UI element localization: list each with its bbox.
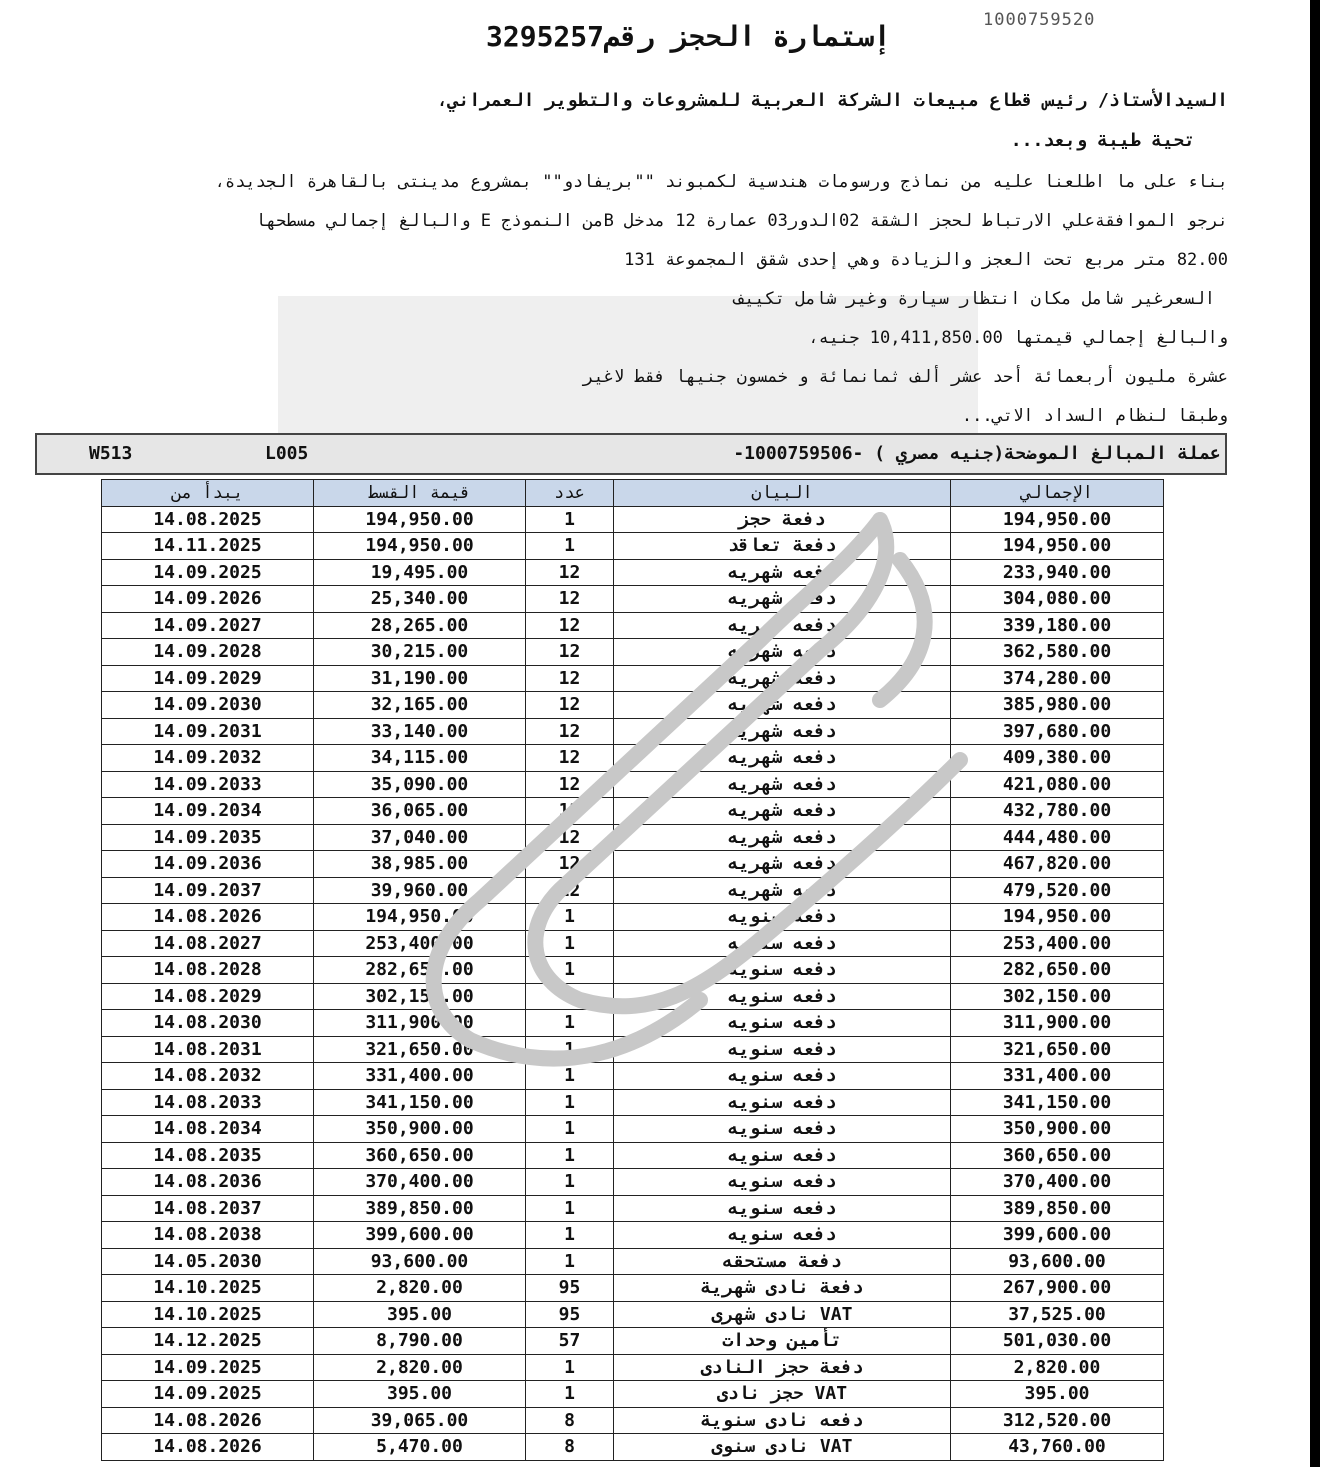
header-installment: قيمة القسط bbox=[314, 480, 526, 507]
cell-count: 12 bbox=[526, 771, 614, 798]
body-line-3: 82.00 متر مربع تحت العجز والزيادة وهي إحدى شقق المجموعة 131 bbox=[624, 250, 1228, 270]
cell-count: 1 bbox=[526, 1195, 614, 1222]
cell-total: 233,940.00 bbox=[951, 559, 1164, 586]
addressee-line: السيدالأستاذ/ رئيس قطاع مبيعات الشركة العربية للمشروعات والتطوير العمراني، bbox=[436, 90, 1228, 111]
cell-description: VAT حجز نادى bbox=[614, 1381, 951, 1408]
cell-total: 37,525.00 bbox=[951, 1301, 1164, 1328]
cell-installment: 194,950.00 bbox=[314, 904, 526, 931]
cell-total: 421,080.00 bbox=[951, 771, 1164, 798]
table-row bbox=[102, 745, 1164, 772]
cell-description: دفعه شهريه bbox=[614, 586, 951, 613]
code-w: W513 bbox=[89, 443, 133, 464]
cell-start-date: 14.08.2031 bbox=[102, 1036, 314, 1063]
cell-start-date: 14.08.2030 bbox=[102, 1010, 314, 1037]
cell-start-date: 14.09.2032 bbox=[102, 745, 314, 772]
cell-description: دفعة تعاقد bbox=[614, 533, 951, 560]
document-number: 1000759520 bbox=[983, 10, 1096, 30]
cell-total: 360,650.00 bbox=[951, 1142, 1164, 1169]
table-row bbox=[102, 559, 1164, 586]
cell-count: 12 bbox=[526, 718, 614, 745]
cell-description: دفعه سنويه bbox=[614, 1169, 951, 1196]
cell-count: 1 bbox=[526, 1381, 614, 1408]
cell-description: دفعة حجز النادى bbox=[614, 1354, 951, 1381]
cell-description: دفعه شهريه bbox=[614, 877, 951, 904]
cell-start-date: 14.08.2032 bbox=[102, 1063, 314, 1090]
cell-description: دفعه شهريه bbox=[614, 771, 951, 798]
cell-description: دفعه شهريه bbox=[614, 639, 951, 666]
table-row bbox=[102, 957, 1164, 984]
cell-total: 374,280.00 bbox=[951, 665, 1164, 692]
cell-description: دفعه شهريه bbox=[614, 559, 951, 586]
cell-start-date: 14.08.2027 bbox=[102, 930, 314, 957]
table-row bbox=[102, 612, 1164, 639]
cell-description: دفعه نادى سنوية bbox=[614, 1407, 951, 1434]
cell-installment: 28,265.00 bbox=[314, 612, 526, 639]
cell-installment: 35,090.00 bbox=[314, 771, 526, 798]
cell-start-date: 14.09.2033 bbox=[102, 771, 314, 798]
cell-start-date: 14.09.2029 bbox=[102, 665, 314, 692]
cell-description: دفعه سنويه bbox=[614, 957, 951, 984]
cell-description: دفعه سنويه bbox=[614, 1116, 951, 1143]
cell-start-date: 14.08.2038 bbox=[102, 1222, 314, 1249]
cell-total: 194,950.00 bbox=[951, 533, 1164, 560]
cell-count: 1 bbox=[526, 533, 614, 560]
cell-installment: 311,900.00 bbox=[314, 1010, 526, 1037]
cell-installment: 282,650.00 bbox=[314, 957, 526, 984]
cell-description: دفعه سنويه bbox=[614, 1036, 951, 1063]
cell-count: 12 bbox=[526, 851, 614, 878]
header-count: عدد bbox=[526, 480, 614, 507]
cell-count: 1 bbox=[526, 1089, 614, 1116]
cell-start-date: 14.10.2025 bbox=[102, 1275, 314, 1302]
body-line-5: والبالغ إجمالي قيمتها 10,411,850.00 جنيه، bbox=[808, 328, 1228, 348]
cell-installment: 194,950.00 bbox=[314, 533, 526, 560]
cell-start-date: 14.08.2029 bbox=[102, 983, 314, 1010]
cell-start-date: 14.09.2025 bbox=[102, 559, 314, 586]
cell-count: 12 bbox=[526, 745, 614, 772]
cell-start-date: 14.09.2026 bbox=[102, 586, 314, 613]
salutation-line: تحية طيبة وبعد... bbox=[1010, 130, 1195, 151]
table-row bbox=[102, 586, 1164, 613]
cell-count: 1 bbox=[526, 983, 614, 1010]
cell-start-date: 14.08.2037 bbox=[102, 1195, 314, 1222]
cell-total: 385,980.00 bbox=[951, 692, 1164, 719]
cell-start-date: 14.09.2036 bbox=[102, 851, 314, 878]
cell-total: 350,900.00 bbox=[951, 1116, 1164, 1143]
table-header-row bbox=[102, 480, 1164, 507]
cell-installment: 321,650.00 bbox=[314, 1036, 526, 1063]
cell-installment: 31,190.00 bbox=[314, 665, 526, 692]
cell-description: دفعه شهريه bbox=[614, 851, 951, 878]
cell-start-date: 14.08.2028 bbox=[102, 957, 314, 984]
cell-description: دفعه سنويه bbox=[614, 1195, 951, 1222]
cell-total: 501,030.00 bbox=[951, 1328, 1164, 1355]
cell-installment: 37,040.00 bbox=[314, 824, 526, 851]
cell-total: 194,950.00 bbox=[951, 904, 1164, 931]
cell-count: 1 bbox=[526, 1010, 614, 1037]
table-row bbox=[102, 877, 1164, 904]
cell-description: دفعة نادى شهرية bbox=[614, 1275, 951, 1302]
table-row bbox=[102, 1195, 1164, 1222]
cell-count: 95 bbox=[526, 1301, 614, 1328]
cell-total: 395.00 bbox=[951, 1381, 1164, 1408]
cell-total: 93,600.00 bbox=[951, 1248, 1164, 1275]
cell-installment: 8,790.00 bbox=[314, 1328, 526, 1355]
cell-count: 1 bbox=[526, 904, 614, 931]
cell-total: 253,400.00 bbox=[951, 930, 1164, 957]
cell-count: 1 bbox=[526, 506, 614, 533]
table-row bbox=[102, 1089, 1164, 1116]
cell-description: دفعة مستحقه bbox=[614, 1248, 951, 1275]
cell-total: 444,480.00 bbox=[951, 824, 1164, 851]
cell-installment: 33,140.00 bbox=[314, 718, 526, 745]
cell-installment: 395.00 bbox=[314, 1301, 526, 1328]
cell-installment: 194,950.00 bbox=[314, 506, 526, 533]
header-start-date: يبدأ من bbox=[102, 480, 314, 507]
cell-count: 12 bbox=[526, 877, 614, 904]
cell-start-date: 14.09.2028 bbox=[102, 639, 314, 666]
body-line-7: وطبقا لنظام السداد الاتي... bbox=[961, 406, 1228, 426]
cell-count: 1 bbox=[526, 1222, 614, 1249]
cell-count: 12 bbox=[526, 586, 614, 613]
cell-installment: 302,150.00 bbox=[314, 983, 526, 1010]
cell-start-date: 14.09.2031 bbox=[102, 718, 314, 745]
cell-total: 399,600.00 bbox=[951, 1222, 1164, 1249]
table-row bbox=[102, 1381, 1164, 1408]
cell-description: دفعه شهريه bbox=[614, 745, 951, 772]
cell-installment: 34,115.00 bbox=[314, 745, 526, 772]
cell-start-date: 14.09.2025 bbox=[102, 1381, 314, 1408]
table-row bbox=[102, 1116, 1164, 1143]
cell-total: 397,680.00 bbox=[951, 718, 1164, 745]
cell-start-date: 14.08.2026 bbox=[102, 1434, 314, 1461]
cell-count: 1 bbox=[526, 1116, 614, 1143]
table-row bbox=[102, 983, 1164, 1010]
cell-start-date: 14.10.2025 bbox=[102, 1301, 314, 1328]
header-total: الإجمالي bbox=[951, 480, 1164, 507]
table-row bbox=[102, 1063, 1164, 1090]
cell-description: دفعه سنويه bbox=[614, 983, 951, 1010]
cell-description: دفعه سنويه bbox=[614, 1010, 951, 1037]
cell-count: 1 bbox=[526, 1354, 614, 1381]
table-row bbox=[102, 692, 1164, 719]
cell-installment: 399,600.00 bbox=[314, 1222, 526, 1249]
table-row bbox=[102, 506, 1164, 533]
cell-total: 331,400.00 bbox=[951, 1063, 1164, 1090]
cell-count: 1 bbox=[526, 1063, 614, 1090]
cell-installment: 341,150.00 bbox=[314, 1089, 526, 1116]
body-line-1: بناء على ما اطلعنا عليه من نماذج ورسومات هندسية لكمبوند ""بريفادو"" بمشروع مدينتى بالقاهرة الجديدة، bbox=[214, 172, 1228, 192]
cell-installment: 389,850.00 bbox=[314, 1195, 526, 1222]
cell-total: 362,580.00 bbox=[951, 639, 1164, 666]
table-row bbox=[102, 798, 1164, 825]
cell-installment: 36,065.00 bbox=[314, 798, 526, 825]
cell-installment: 5,470.00 bbox=[314, 1434, 526, 1461]
cell-total: 282,650.00 bbox=[951, 957, 1164, 984]
cell-start-date: 14.08.2033 bbox=[102, 1089, 314, 1116]
header-description: البيان bbox=[614, 480, 951, 507]
cell-start-date: 14.09.2034 bbox=[102, 798, 314, 825]
cell-installment: 93,600.00 bbox=[314, 1248, 526, 1275]
cell-count: 12 bbox=[526, 559, 614, 586]
cell-installment: 2,820.00 bbox=[314, 1354, 526, 1381]
cell-description: تأمين وحدات bbox=[614, 1328, 951, 1355]
table-row bbox=[102, 1275, 1164, 1302]
table-row bbox=[102, 851, 1164, 878]
cell-start-date: 14.08.2035 bbox=[102, 1142, 314, 1169]
cell-total: 2,820.00 bbox=[951, 1354, 1164, 1381]
cell-description: دفعه سنويه bbox=[614, 1089, 951, 1116]
table-row bbox=[102, 824, 1164, 851]
cell-installment: 30,215.00 bbox=[314, 639, 526, 666]
cell-total: 194,950.00 bbox=[951, 506, 1164, 533]
cell-installment: 25,340.00 bbox=[314, 586, 526, 613]
cell-description: دفعه شهريه bbox=[614, 824, 951, 851]
cell-start-date: 14.08.2025 bbox=[102, 506, 314, 533]
right-edge-bar bbox=[1310, 0, 1320, 1467]
cell-description: دفعه سنويه bbox=[614, 1142, 951, 1169]
table-row bbox=[102, 1407, 1164, 1434]
cell-start-date: 14.08.2034 bbox=[102, 1116, 314, 1143]
cell-total: 341,150.00 bbox=[951, 1089, 1164, 1116]
code-l: L005 bbox=[265, 443, 309, 464]
cell-total: 267,900.00 bbox=[951, 1275, 1164, 1302]
cell-installment: 19,495.00 bbox=[314, 559, 526, 586]
body-line-4: السعرغير شامل مكان انتظار سيارة وغير شامل تكييف bbox=[733, 289, 1215, 309]
cell-total: 321,650.00 bbox=[951, 1036, 1164, 1063]
table-row bbox=[102, 1222, 1164, 1249]
cell-description: دفعه شهريه bbox=[614, 718, 951, 745]
cell-installment: 39,960.00 bbox=[314, 877, 526, 904]
cell-total: 302,150.00 bbox=[951, 983, 1164, 1010]
payment-schedule-table bbox=[101, 479, 1164, 1461]
cell-count: 1 bbox=[526, 1142, 614, 1169]
cell-count: 12 bbox=[526, 692, 614, 719]
table-row bbox=[102, 1301, 1164, 1328]
cell-installment: 32,165.00 bbox=[314, 692, 526, 719]
table-row bbox=[102, 1169, 1164, 1196]
cell-total: 339,180.00 bbox=[951, 612, 1164, 639]
table-row bbox=[102, 533, 1164, 560]
cell-total: 432,780.00 bbox=[951, 798, 1164, 825]
cell-count: 12 bbox=[526, 798, 614, 825]
cell-start-date: 14.08.2026 bbox=[102, 1407, 314, 1434]
cell-count: 8 bbox=[526, 1434, 614, 1461]
cell-description: VAT نادى شهرى bbox=[614, 1301, 951, 1328]
table-row bbox=[102, 771, 1164, 798]
cell-count: 12 bbox=[526, 824, 614, 851]
table-row bbox=[102, 665, 1164, 692]
cell-installment: 39,065.00 bbox=[314, 1407, 526, 1434]
page-title: إستمارة الحجز رقم3295257 bbox=[486, 20, 891, 53]
table-row bbox=[102, 1354, 1164, 1381]
table-row bbox=[102, 1248, 1164, 1275]
cell-installment: 360,650.00 bbox=[314, 1142, 526, 1169]
table-row bbox=[102, 930, 1164, 957]
cell-start-date: 14.09.2037 bbox=[102, 877, 314, 904]
cell-count: 12 bbox=[526, 665, 614, 692]
cell-count: 95 bbox=[526, 1275, 614, 1302]
cell-installment: 38,985.00 bbox=[314, 851, 526, 878]
cell-start-date: 14.09.2035 bbox=[102, 824, 314, 851]
cell-description: دفعه شهريه bbox=[614, 612, 951, 639]
cell-start-date: 14.09.2030 bbox=[102, 692, 314, 719]
cell-total: 409,380.00 bbox=[951, 745, 1164, 772]
table-row bbox=[102, 1328, 1164, 1355]
cell-count: 8 bbox=[526, 1407, 614, 1434]
cell-total: 312,520.00 bbox=[951, 1407, 1164, 1434]
cell-count: 12 bbox=[526, 639, 614, 666]
cell-start-date: 14.12.2025 bbox=[102, 1328, 314, 1355]
cell-count: 12 bbox=[526, 612, 614, 639]
table-body bbox=[102, 506, 1164, 1460]
cell-total: 311,900.00 bbox=[951, 1010, 1164, 1037]
cell-total: 304,080.00 bbox=[951, 586, 1164, 613]
cell-description: دفعه شهريه bbox=[614, 798, 951, 825]
table-row bbox=[102, 1010, 1164, 1037]
table-row bbox=[102, 718, 1164, 745]
cell-description: VAT نادى سنوى bbox=[614, 1434, 951, 1461]
cell-total: 467,820.00 bbox=[951, 851, 1164, 878]
cell-start-date: 14.08.2026 bbox=[102, 904, 314, 931]
cell-description: دفعه سنويه bbox=[614, 1063, 951, 1090]
table-row bbox=[102, 1036, 1164, 1063]
cell-count: 57 bbox=[526, 1328, 614, 1355]
cell-installment: 370,400.00 bbox=[314, 1169, 526, 1196]
cell-total: 389,850.00 bbox=[951, 1195, 1164, 1222]
cell-start-date: 14.05.2030 bbox=[102, 1248, 314, 1275]
cell-start-date: 14.11.2025 bbox=[102, 533, 314, 560]
table-row bbox=[102, 1142, 1164, 1169]
currency-header-bar bbox=[35, 433, 1227, 475]
cell-description: دفعة حجز bbox=[614, 506, 951, 533]
cell-count: 1 bbox=[526, 957, 614, 984]
table-row bbox=[102, 639, 1164, 666]
cell-installment: 2,820.00 bbox=[314, 1275, 526, 1302]
cell-count: 1 bbox=[526, 1169, 614, 1196]
cell-total: 479,520.00 bbox=[951, 877, 1164, 904]
currency-label: عملة المبالغ الموضحة(جنيه مصري ) -1000759506- bbox=[733, 443, 1221, 464]
cell-installment: 331,400.00 bbox=[314, 1063, 526, 1090]
cell-installment: 350,900.00 bbox=[314, 1116, 526, 1143]
cell-total: 43,760.00 bbox=[951, 1434, 1164, 1461]
cell-start-date: 14.09.2027 bbox=[102, 612, 314, 639]
cell-installment: 395.00 bbox=[314, 1381, 526, 1408]
body-line-6: عشرة مليون أربعمائة أحد عشر ألف ثمانمائة و خمسون جنيها فقط لاغير bbox=[583, 367, 1228, 387]
cell-total: 370,400.00 bbox=[951, 1169, 1164, 1196]
cell-count: 1 bbox=[526, 1036, 614, 1063]
cell-description: دفعه سنويه bbox=[614, 930, 951, 957]
cell-description: دفعه شهريه bbox=[614, 692, 951, 719]
body-line-2: نرجو الموافقةعلي الارتباط لحجز الشقة 02الدور03 عمارة 12 مدخل Bمن النموذج E والبالغ إجمالي مسطحها bbox=[255, 211, 1228, 231]
cell-description: دفعه سنويه bbox=[614, 904, 951, 931]
cell-description: دفعه سنويه bbox=[614, 1222, 951, 1249]
cell-installment: 253,400.00 bbox=[314, 930, 526, 957]
cell-description: دفعه شهريه bbox=[614, 665, 951, 692]
table-row bbox=[102, 904, 1164, 931]
cell-count: 1 bbox=[526, 930, 614, 957]
cell-start-date: 14.09.2025 bbox=[102, 1354, 314, 1381]
table-row bbox=[102, 1434, 1164, 1461]
cell-count: 1 bbox=[526, 1248, 614, 1275]
cell-start-date: 14.08.2036 bbox=[102, 1169, 314, 1196]
